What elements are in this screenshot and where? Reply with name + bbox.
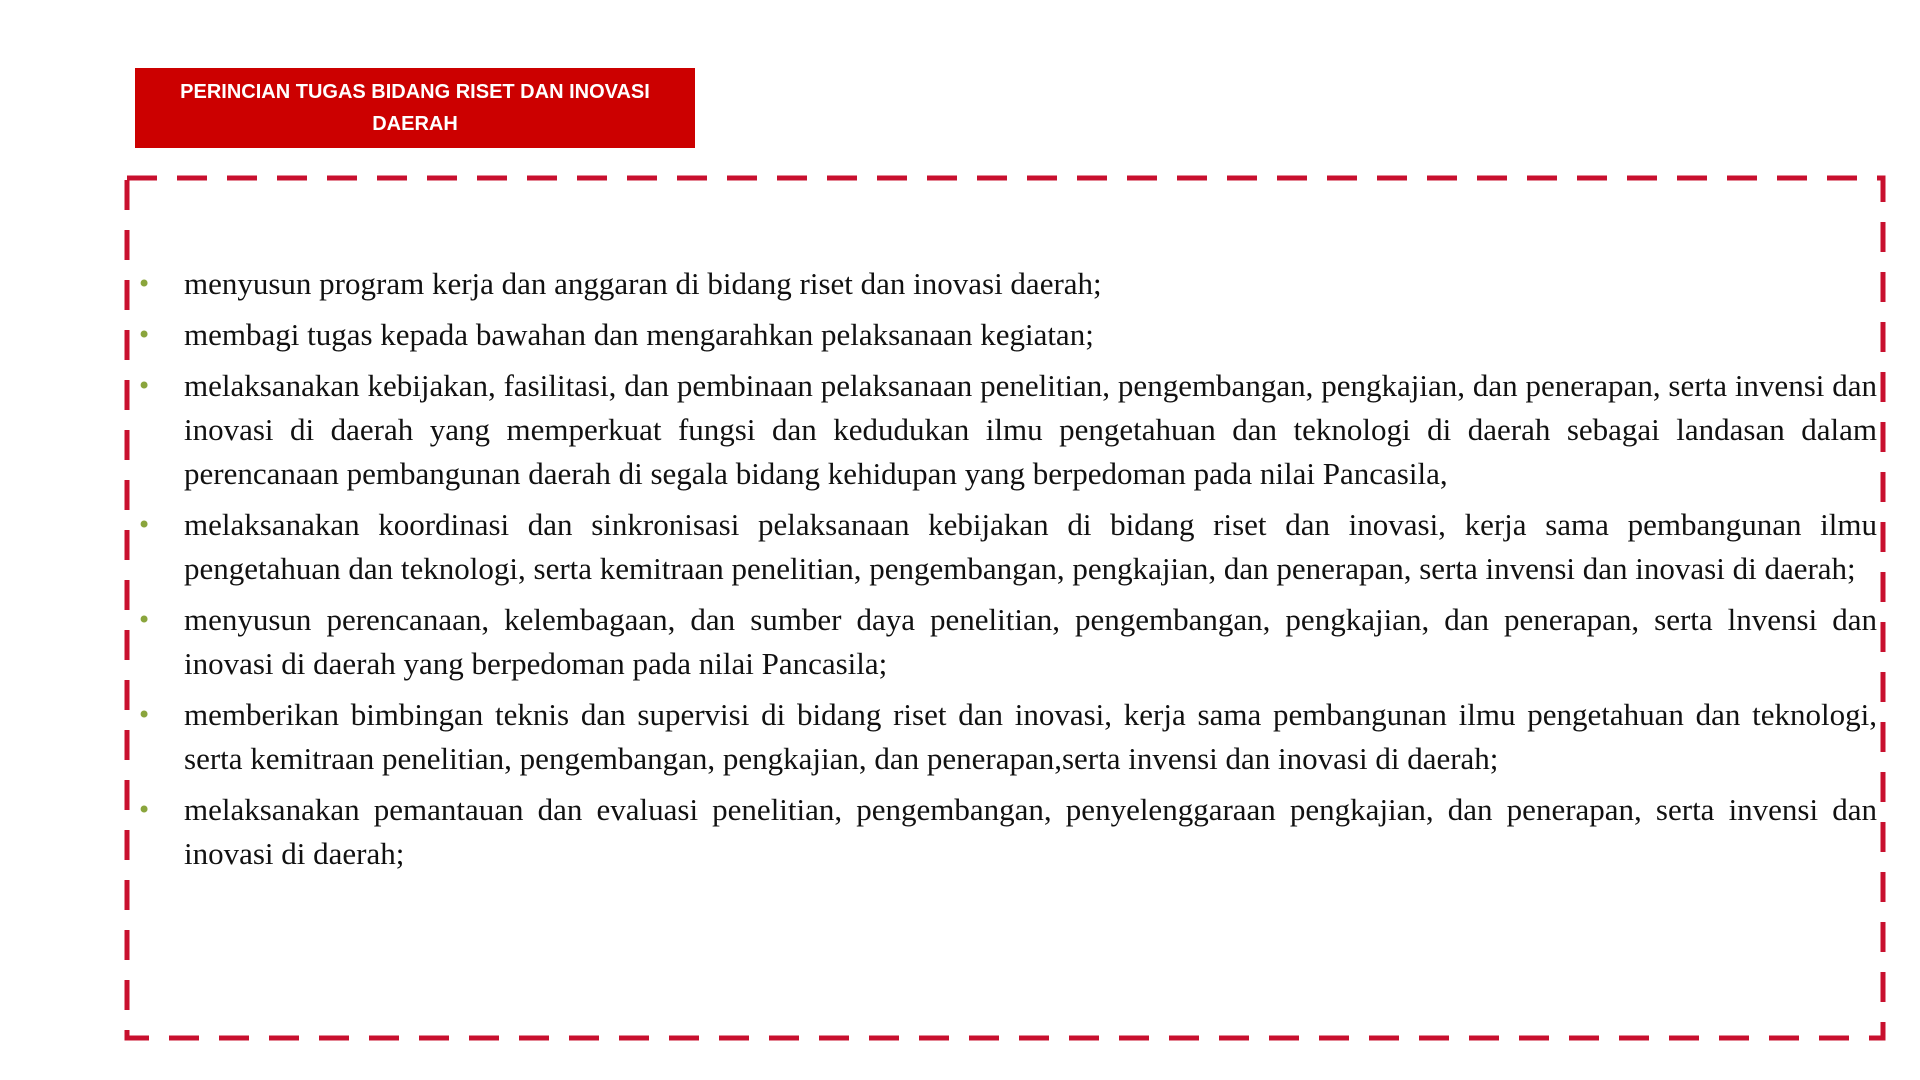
list-item-text: menyusun program kerja dan anggaran di bidang riset dan inovasi daerah; [184, 266, 1102, 301]
task-list [137, 262, 1877, 883]
section-title-text: PERINCIAN TUGAS BIDANG RISET DAN INOVASI DAERAH [180, 81, 650, 135]
bullet-icon: • [137, 270, 152, 298]
bullet-icon: • [137, 321, 152, 349]
list-item-text: melaksanakan kebijakan, fasilitasi, dan pembinaan pelaksanaan penelitian, pengembangan, pengkajian, dan penerapan, serta invensi dan inovasi di daerah yang memperkuat fungsi dan kedudukan ilmu pengetahuan dan teknologi di daerah sebagai landasan dalam perencanaan pembangunan daerah di segala bidang kehidupan yang berpedoman pada nilai Pancasila, [184, 368, 1877, 491]
list-item [137, 503, 1877, 591]
section-title [135, 68, 695, 148]
bullet-icon: • [137, 701, 152, 729]
list-item [137, 364, 1877, 496]
bullet-icon: • [137, 511, 152, 539]
list-item-text: melaksanakan koordinasi dan sinkronisasi pelaksanaan kebijakan di bidang riset dan inovasi, kerja sama pembangunan ilmu pengetahuan dan teknologi, serta kemitraan penelitian, pengembangan, pengkajian, dan penerapan, serta invensi dan inovasi di daerah; [184, 507, 1877, 586]
list-item-text: memberikan bimbingan teknis dan supervisi di bidang riset dan inovasi, kerja sama pembangunan ilmu pengetahuan dan teknologi, serta kemitraan penelitian, pengembangan, pengkajian, dan penerapan,serta invensi dan inovasi di daerah; [184, 697, 1877, 776]
list-item [137, 262, 1877, 306]
list-item [137, 693, 1877, 781]
list-item [137, 598, 1877, 686]
list-item-text: menyusun perencanaan, kelembagaan, dan sumber daya penelitian, pengembangan, pengkajian, dan penerapan, serta lnvensi dan inovasi di daerah yang berpedoman pada nilai Pancasila; [184, 602, 1877, 681]
bullet-icon: • [137, 796, 152, 824]
list-item-text: membagi tugas kepada bawahan dan mengarahkan pelaksanaan kegiatan; [184, 317, 1094, 352]
bullet-icon: • [137, 372, 152, 400]
list-item [137, 313, 1877, 357]
bullet-icon: • [137, 606, 152, 634]
list-item-text: melaksanakan pemantauan dan evaluasi penelitian, pengembangan, penyelenggaraan pengkajian, dan penerapan, serta invensi dan inovasi di daerah; [184, 792, 1877, 871]
list-item [137, 788, 1877, 876]
